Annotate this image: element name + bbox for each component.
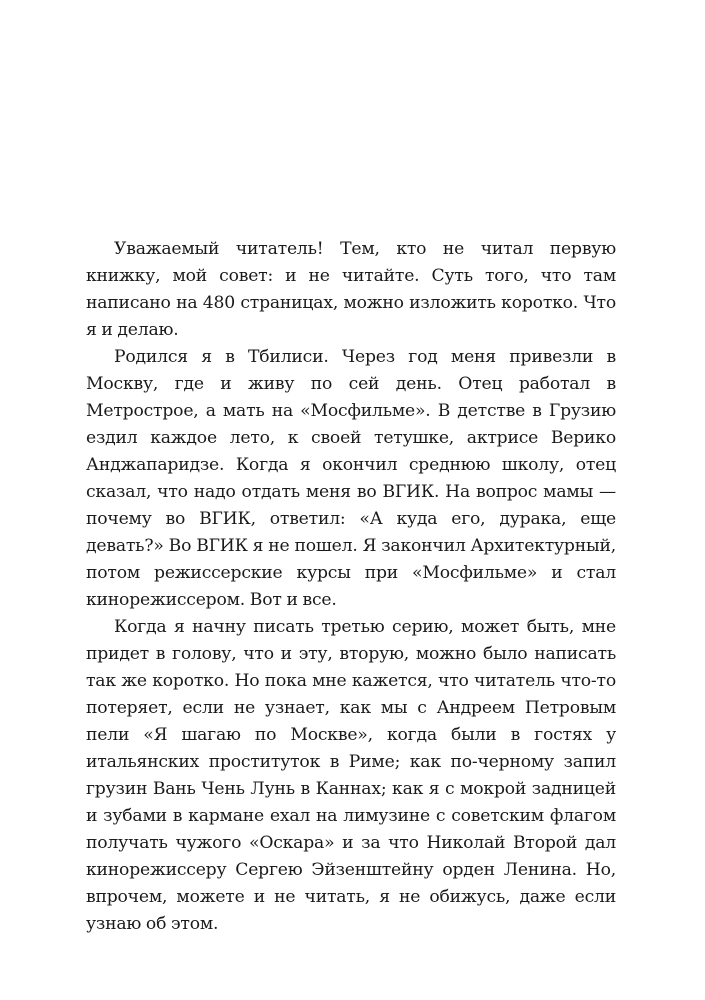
paragraph-intro: Уважаемый читатель! Тем, кто не читал первую книжку, мой совет: и не читайте. Суть того, что там написано на 480 страницах, можно изложить коротко. Что я и делаю.	[86, 239, 616, 340]
book-page-text	[86, 236, 616, 938]
paragraph-third-series: Когда я начну писать третью серию, может быть, мне придет в голову, что и эту, вторую, можно было написать так же коротко. Но пока мне кажется, что читатель что-то потеряет, если не узнает, как мы с Андреем Петровым пели «Я шагаю по Москве», когда были в гостях у итальянских проституток в Риме; как по-черному запил грузин Вань Чень Лунь в Каннах; как я с мокрой задницей и зубами в кармане ехал на лимузине с советским флагом получать чужого «Оскара» и за что Николай Второй дал кинорежиссеру Сергею Эйзенштейну орден Ленина. Но, впрочем, можете и не читать, я не обижусь, даже если узнаю об этом.	[86, 617, 616, 934]
paragraph-biography: Родился я в Тбилиси. Через год меня привезли в Москву, где и живу по сей день. Отец работал в Метрострое, а мать на «Мосфильме». В детстве в Грузию ездил каждое лето, к своей тетушке, актрисе Верико Анджапаридзе. Когда я окончил среднюю школу, отец сказал, что надо отдать меня во ВГИК. На вопрос мамы — почему во ВГИК, ответил: «А куда его, дурака, еще девать?» Во ВГИК я не пошел. Я закончил Архитектурный, потом режиссерские курсы при «Мосфильме» и стал кинорежиссером. Вот и все.	[86, 347, 616, 610]
